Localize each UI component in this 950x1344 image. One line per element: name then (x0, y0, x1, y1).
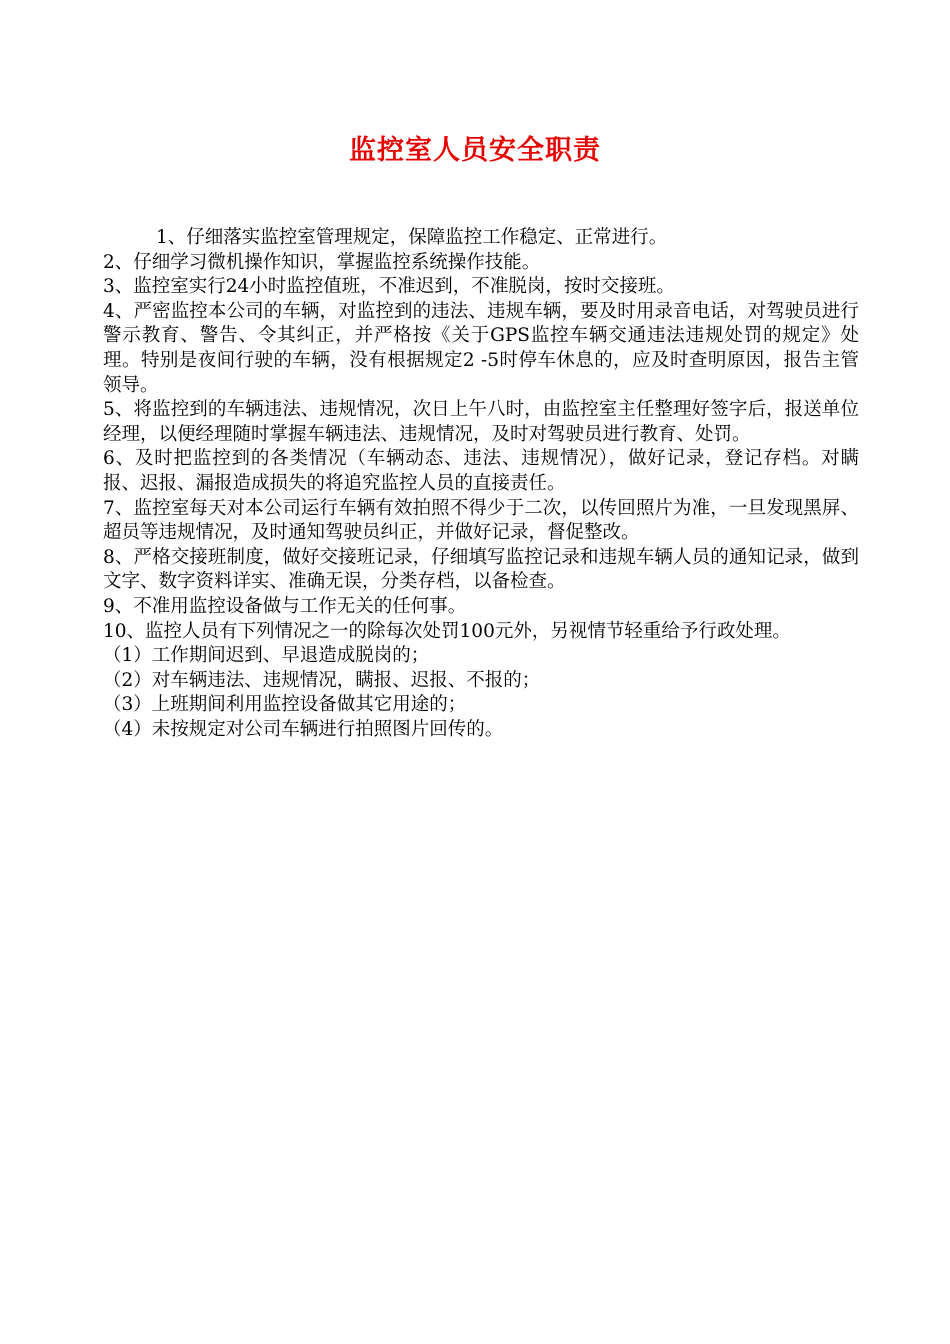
paragraph-7: 7、监控室每天对本公司运行车辆有效拍照不得少于二次，以传回照片为准，一旦发现黑屏、超员等违规情况，及时通知驾驶员纠正，并做好记录，督促整改。 (103, 497, 859, 544)
paragraph-3: 3、监控室实行24小时监控值班，不准迟到，不准脱岗，按时交接班。 (103, 276, 675, 298)
document-title: 监控室人员安全职责 (349, 135, 601, 166)
paragraph-1: 1、仔细落实监控室管理规定，保障监控工作稳定、正常进行。 (156, 227, 668, 248)
paragraph-2: 2、仔细学习微机操作知识，掌握监控系统操作技能。 (103, 251, 541, 273)
paragraph-10: 10、监控人员有下列情况之一的除每次处罚100元外，另视情节轻重给予行政处理。 (103, 620, 791, 642)
paragraph-5: 5、将监控到的车辆违法、违规情况，次日上午八时，由监控室主任整理好签字后，报送单位经理，以便经理随时掌握车辆违法、违规情况，及时对驾驶员进行教育、处罚。 (103, 399, 859, 445)
paragraph-6: 6、及时把监控到的各类情况（车辆动态、违法、违规情况），做好记录，登记存档。对瞒报、迟报、漏报造成损失的将追究监控人员的直接责任。 (103, 448, 859, 494)
sub-item-2: （2）对车辆违法、违规情况，瞒报、迟报、不报的； (103, 669, 541, 691)
paragraph-8: 8、严格交接班制度，做好交接班记录，仔细填写监控记录和违规车辆人员的通知记录，做到文字、数字资料详实、准确无误，分类存档，以备检查。 (103, 546, 859, 593)
sub-item-3: （3）上班期间利用监控设备做其它用途的； (103, 694, 467, 716)
document-body (103, 226, 859, 742)
paragraph-4: 4、严密监控本公司的车辆，对监控到的违法、违规车辆，要及时用录音电话，对驾驶员进行警示教育、警告、令其纠正，并严格按《关于GPS监控车辆交通违法违规处罚的规定》处理。特别是夜间行驶的车辆，没有根据规定2 -5时停车休息的，应及时查明原因，报告主管领导。 (103, 300, 859, 396)
sub-item-1: （1）工作期间迟到、早退造成脱岗的； (103, 645, 430, 667)
paragraph-9: 9、不准用监控设备做与工作无关的任何事。 (103, 595, 467, 617)
sub-item-4: （4）未按规定对公司车辆进行拍照图片回传的。 (103, 718, 504, 740)
